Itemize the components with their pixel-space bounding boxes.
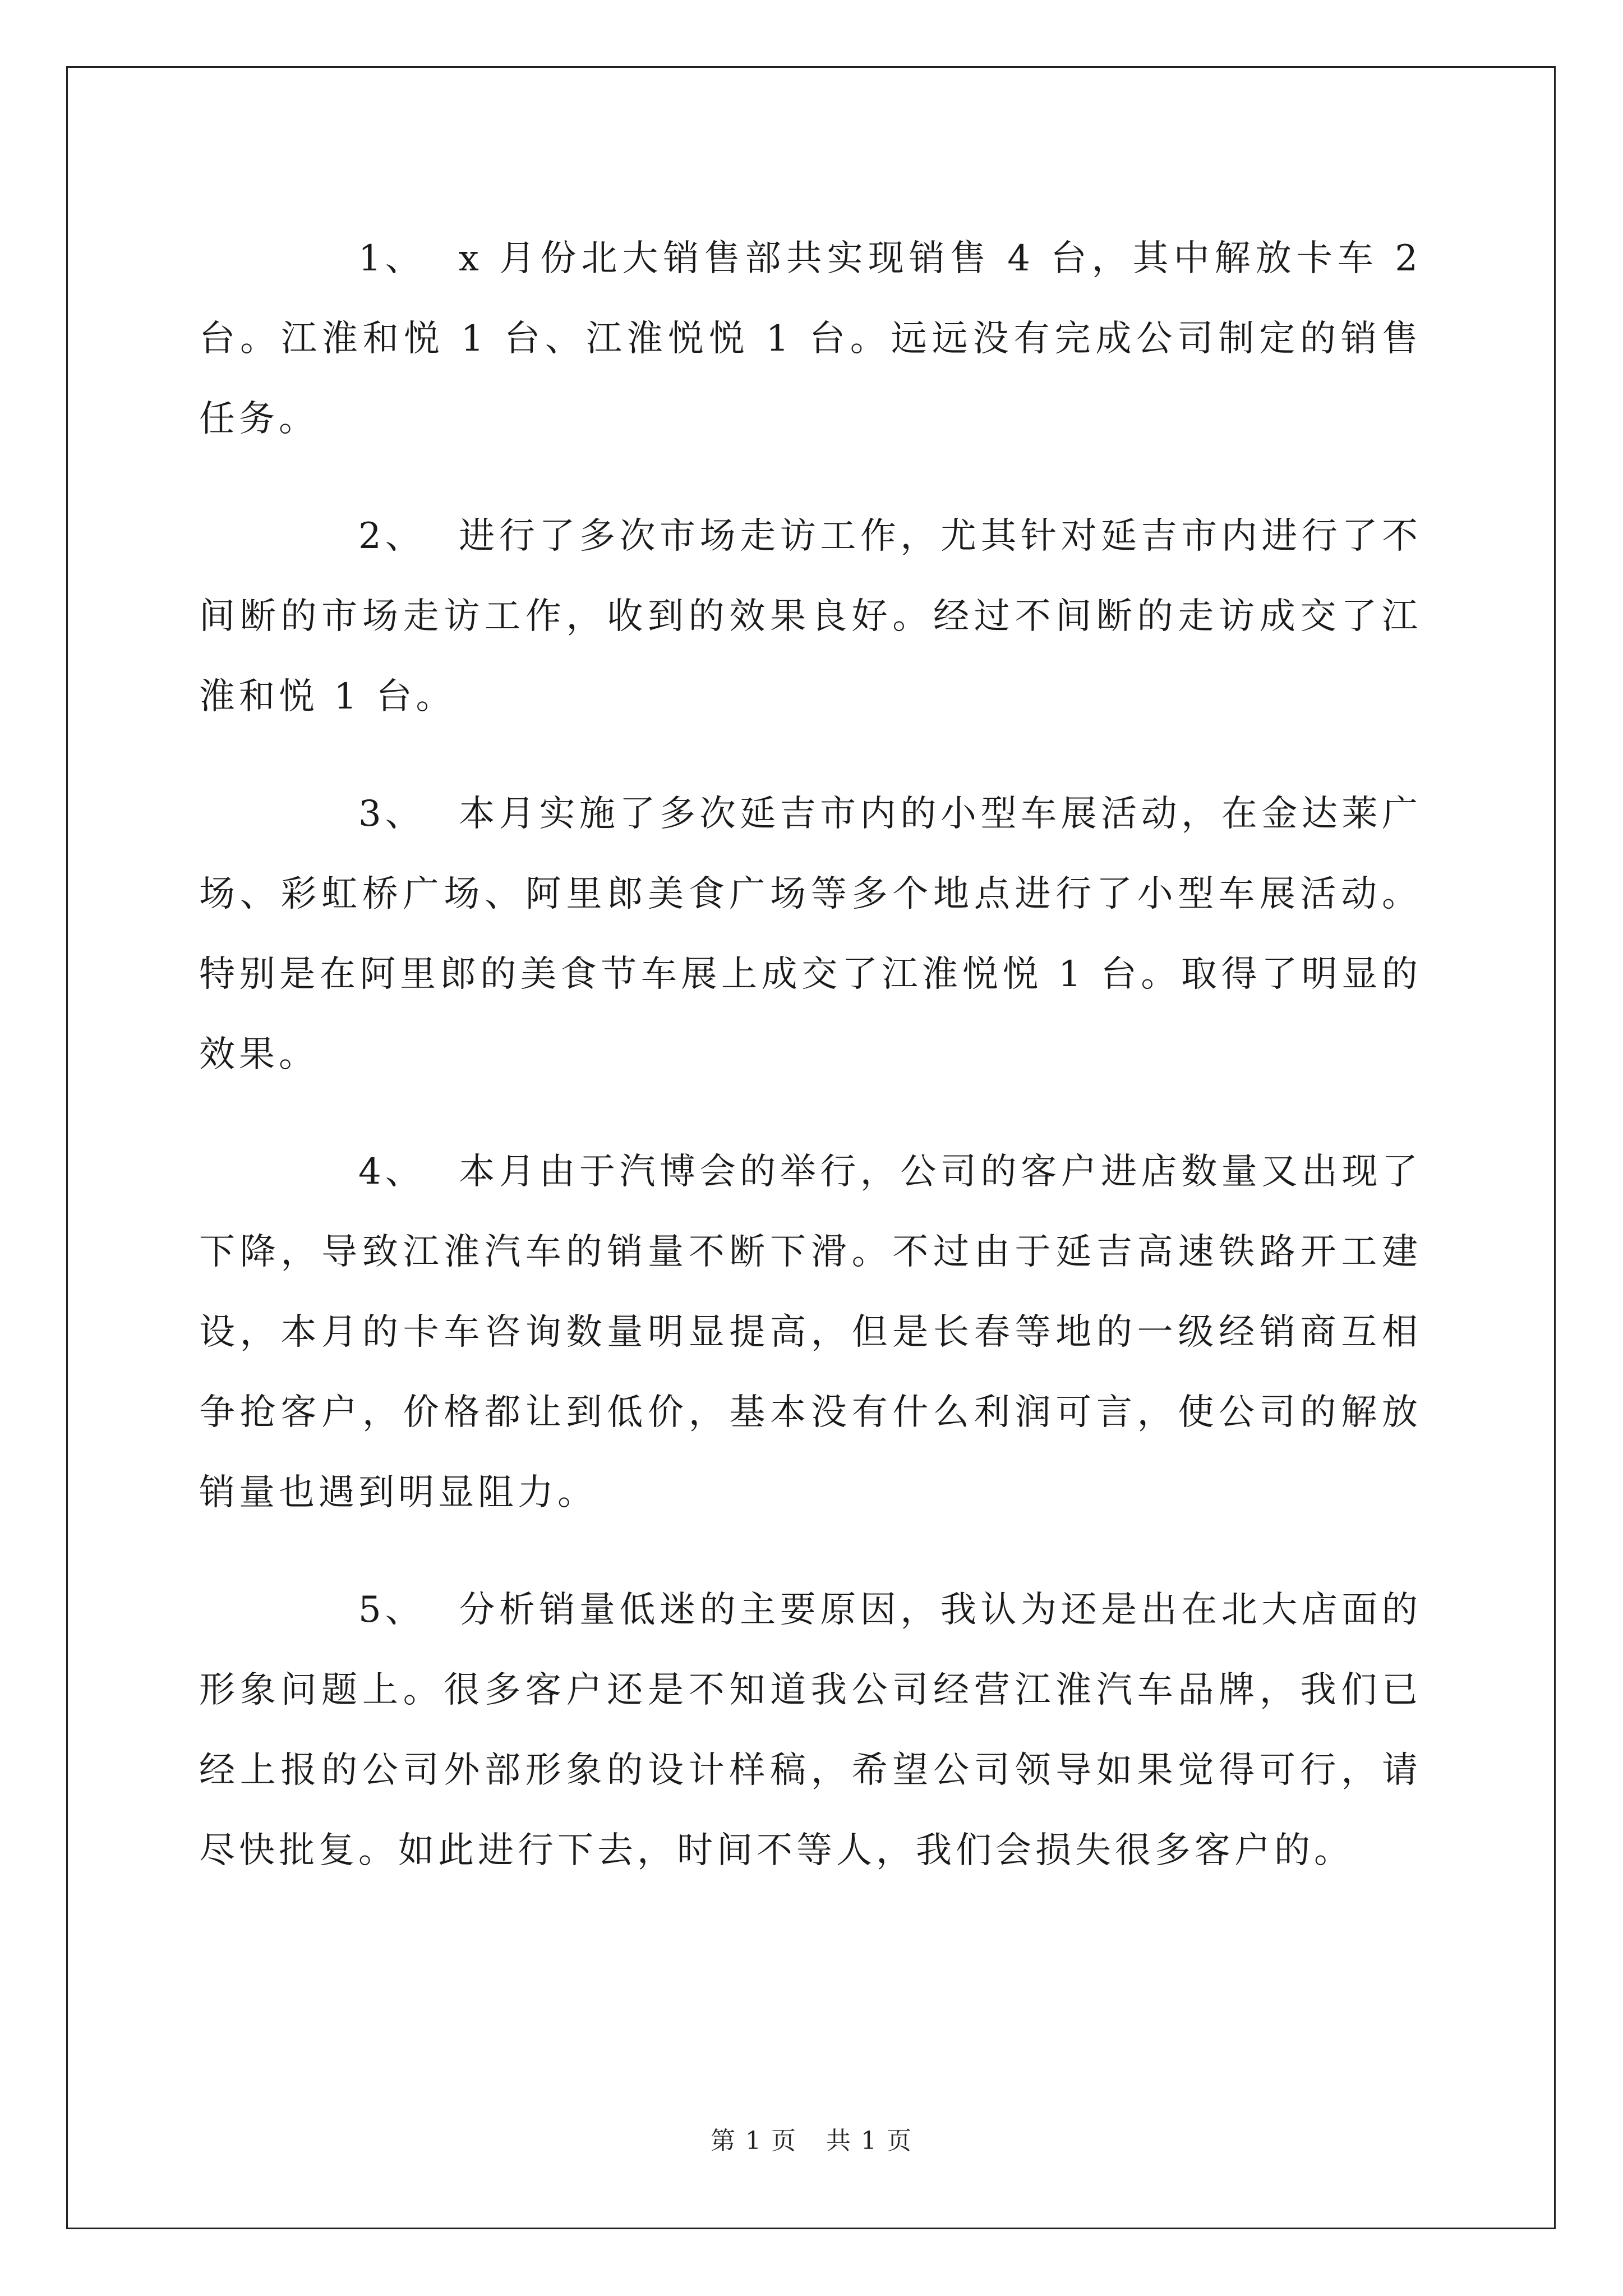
paragraph-text: x 月份北大销售部共实现销售 4 台，其中解放卡车 2 台。江淮和悦 1 台、江淮悦悦 1 台。远远没有完成公司制定的销售任务。 — [199, 238, 1422, 440]
page-number-current: 第 1 页 — [711, 2127, 797, 2155]
paragraph-1 — [199, 219, 1422, 459]
paragraph-number: 4、 — [358, 1151, 425, 1193]
paragraph-5 — [199, 1570, 1422, 1891]
paragraph-number: 1、 — [358, 238, 425, 279]
paragraph-text: 本月由于汽博会的举行，公司的客户进店数量又出现了下降，导致江淮汽车的销量不断下滑。不过由于延吉高速铁路开工建设，本月的卡车咨询数量明显提高，但是长春等地的一级经销商互相争抢客户，价格都让到低价，基本没有什么利润可言，使公司的解放销量也遇到明显阻力。 — [199, 1151, 1422, 1513]
page-number-total: 共 1 页 — [826, 2127, 912, 2155]
paragraph-3 — [199, 774, 1422, 1095]
paragraph-number: 3、 — [358, 793, 425, 835]
paragraph-text: 进行了多次市场走访工作，尤其针对延吉市内进行了不间断的市场走访工作，收到的效果良好。经过不间断的走访成交了江淮和悦 1 台。 — [199, 516, 1422, 717]
paragraph-4 — [199, 1132, 1422, 1533]
paragraph-text: 本月实施了多次延吉市内的小型车展活动，在金达莱广场、彩虹桥广场、阿里郎美食广场等多个地点进行了小型车展活动。特别是在阿里郎的美食节车展上成交了江淮悦悦 1 台。取得了明显的效果。 — [199, 793, 1422, 1075]
page-footer — [0, 2120, 1623, 2156]
paragraph-2 — [199, 496, 1422, 737]
document-body — [199, 219, 1422, 1928]
paragraph-number: 2、 — [358, 516, 425, 557]
paragraph-number: 5、 — [358, 1589, 425, 1631]
paragraph-text: 分析销量低迷的主要原因，我认为还是出在北大店面的形象问题上。很多客户还是不知道我公司经营江淮汽车品牌，我们已经上报的公司外部形象的设计样稿，希望公司领导如果觉得可行，请尽快批复。如此进行下去，时间不等人，我们会损失很多客户的。 — [199, 1589, 1422, 1871]
